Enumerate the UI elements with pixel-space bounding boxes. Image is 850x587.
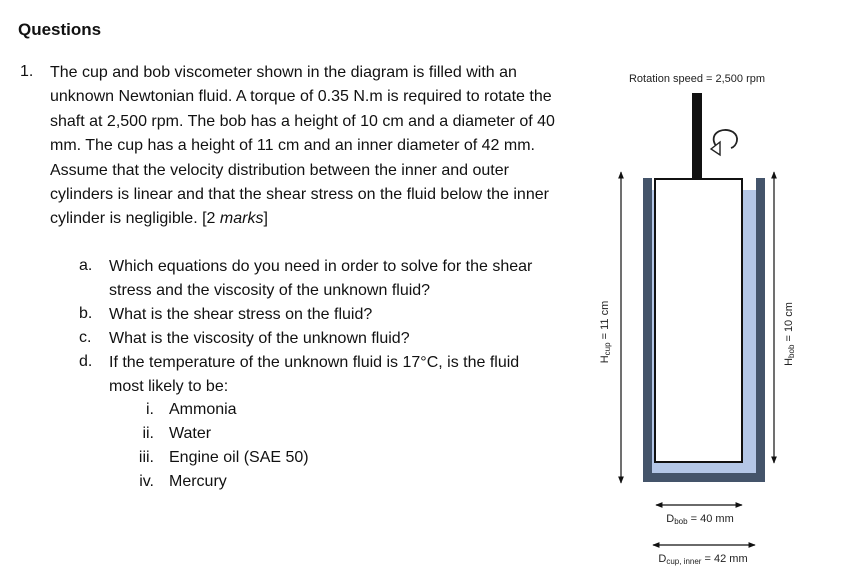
subquestion-a-line1: Which equations do you need in order to solve for the shear: [109, 258, 533, 275]
option-ii-text: Water: [169, 425, 212, 442]
subquestion-d-letter: d.: [79, 353, 93, 370]
subquestion-a-letter: a.: [79, 257, 93, 274]
option-iii-text: Engine oil (SAE 50): [169, 449, 309, 466]
shaft: [692, 93, 702, 179]
cup-bottom: [643, 473, 765, 482]
rotation-arrow-icon: [711, 130, 737, 155]
h-bob-label: Hbob = 10 cm: [783, 302, 796, 366]
option-iv-num: iv.: [139, 473, 154, 490]
subquestion-a-line2: stress and the viscosity of the unknown fluid?: [109, 282, 431, 299]
option-ii-num: ii.: [142, 425, 154, 442]
d-bob-label: Dbob = 40 mm: [666, 513, 734, 526]
rotation-speed-label: Rotation speed = 2,500 rpm: [628, 73, 766, 85]
cup-right-wall: [756, 178, 765, 482]
subquestion-c: What is the viscosity of the unknown fluid?: [109, 330, 410, 347]
subquestion-d-line2: most likely to be:: [109, 378, 229, 395]
option-iii-num: iii.: [138, 449, 154, 466]
question-marks: [2 marks]: [202, 210, 268, 228]
subquestion-d-line1: If the temperature of the unknown fluid is 17°C, is the fluid: [109, 354, 520, 371]
h-cup-label: Hcup = 11 cm: [599, 300, 612, 364]
bob: [655, 179, 742, 462]
question-body: The cup and bob viscometer shown in the diagram is filled with an unknown Newtonian fluid. A torque of 0.35 N.m is required to rotate the shaft at 2,500 rpm. The bob has a height of 10 cm and a diameter of 40 mm. The cup has a height of 11 cm and an inner diameter of 42 mm. Assume that the velocity distribution between the inner and outer cylinders is linear and that the shear stress on the fluid below the inner cylinder is negligible.: [50, 64, 555, 228]
cup-left-wall: [643, 178, 652, 482]
option-i-num: i.: [146, 401, 154, 418]
page-heading: Questions: [18, 20, 102, 39]
option-i-text: Ammonia: [169, 401, 237, 418]
subquestion-c-letter: c.: [79, 329, 92, 346]
question-number: 1.: [20, 63, 34, 80]
subquestion-b-letter: b.: [79, 305, 93, 322]
option-iv-text: Mercury: [169, 473, 227, 490]
subquestion-b: What is the shear stress on the fluid?: [109, 306, 373, 323]
d-cup-label: Dcup, inner = 42 mm: [658, 553, 748, 566]
